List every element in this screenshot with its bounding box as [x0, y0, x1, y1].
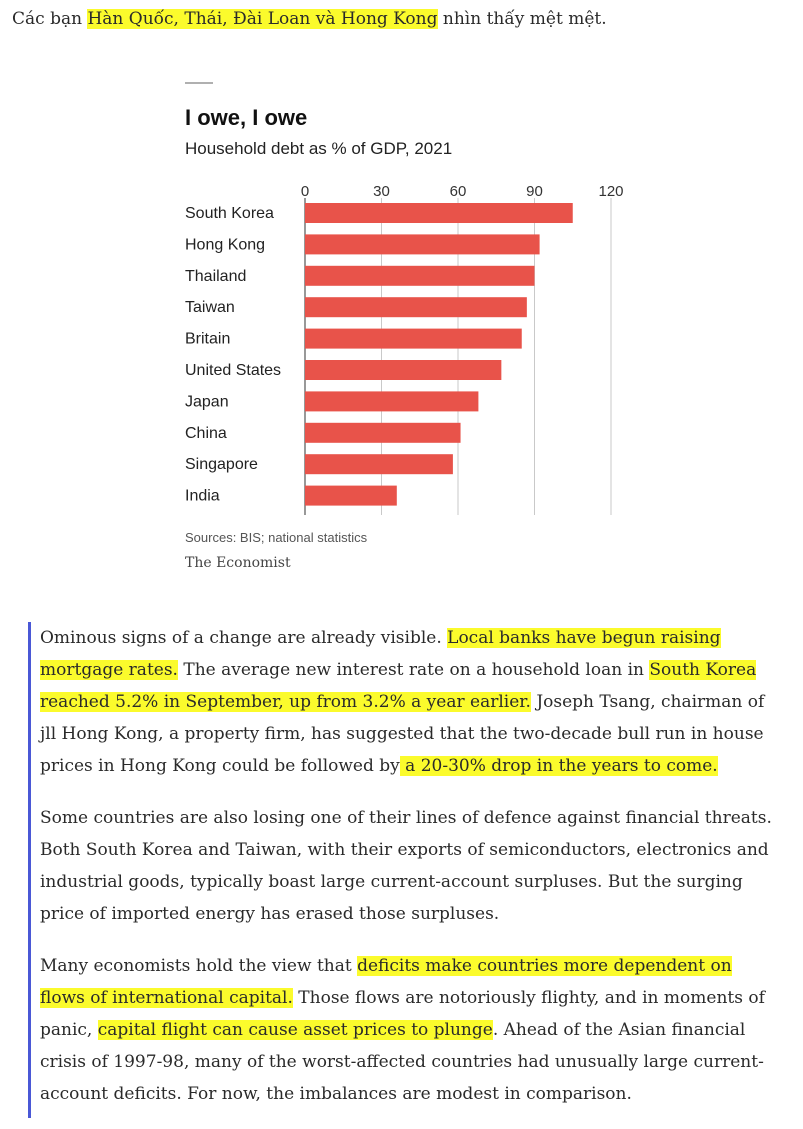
category-label: South Korea — [185, 205, 274, 222]
text-segment: Some countries are also losing one of their lines of defence against financial threats. Both South Korea and Taiwan, with their exports of semiconductors, electronics and industrial goods, typically boast large current-account surpluses. But the surging price of imported energy has erased those surpluses. — [40, 808, 772, 924]
highlighted-text: Local banks have begun raising mortgage rates. — [40, 628, 721, 680]
article-paragraph — [40, 622, 775, 782]
chart-figure — [185, 72, 655, 577]
category-label: United States — [185, 362, 282, 379]
article-paragraph — [40, 950, 775, 1110]
x-tick-label: 90 — [526, 183, 543, 200]
category-label: Singapore — [185, 456, 258, 474]
chart-brand: The Economist — [185, 555, 291, 571]
highlighted-text: deficits make countries more dependent on flows of international capital. — [40, 956, 732, 1008]
intro-line — [12, 6, 792, 32]
x-tick-label: 0 — [300, 183, 310, 200]
text-segment: . Ahead of the Asian financial crisis of 1997-98, many of the worst-affected countries had unusually large current-account deficits. For now, the imbalances are modest in comparison. — [40, 1020, 764, 1104]
chart-title: I owe, I owe — [185, 105, 308, 130]
bar-chart — [185, 72, 655, 577]
intro-highlight: Hàn Quốc, Thái, Đài Loan và Hong Kong — [87, 9, 438, 29]
bar-japan — [305, 391, 478, 411]
bar-britain — [305, 329, 522, 349]
intro-after: nhìn thấy mệt mệt. — [437, 9, 607, 29]
highlighted-text: a 20-30% drop in the years to come. — [399, 756, 718, 776]
text-segment: Many economists hold the view that — [40, 956, 358, 976]
text-segment: Ominous signs of a change are already visible. — [40, 628, 448, 648]
intro-before: Các bạn — [12, 9, 88, 29]
bar-india — [305, 486, 397, 506]
category-label: India — [185, 487, 220, 505]
text-segment: Those flows are notoriously flighty, and in moments of panic, — [40, 988, 765, 1040]
x-tick-label: 60 — [449, 183, 467, 200]
highlighted-text: South Korea reached 5.2% in September, up from 3.2% a year earlier. — [40, 660, 757, 712]
bar-thailand — [305, 266, 535, 286]
x-tick-label: 120 — [598, 183, 624, 200]
category-label: Hong Kong — [185, 236, 266, 254]
highlighted-text: capital flight can cause asset prices to plunge — [97, 1020, 493, 1040]
x-tick-label: 30 — [373, 183, 390, 200]
article-paragraph — [40, 802, 775, 930]
chart-source: Sources: BIS; national statistics — [185, 530, 368, 545]
category-label: China — [185, 424, 227, 442]
title-rule — [185, 82, 213, 84]
bar-taiwan — [305, 297, 527, 317]
category-label: Britain — [185, 330, 231, 348]
category-label: Thailand — [185, 267, 247, 285]
category-label: Taiwan — [185, 299, 235, 317]
bar-hong-kong — [305, 234, 540, 254]
bar-united-states — [305, 360, 501, 380]
chart-subtitle: Household debt as % of GDP, 2021 — [185, 139, 453, 158]
bar-south-korea — [305, 203, 573, 223]
bar-china — [305, 423, 461, 443]
text-segment: The average new interest rate on a household loan in — [177, 660, 650, 680]
category-label: Japan — [185, 393, 229, 411]
bar-singapore — [305, 454, 453, 474]
article-quote — [28, 622, 791, 1118]
text-segment: Joseph Tsang, chairman of jll Hong Kong, a property firm, has suggested that the two-decade bull run in house prices in Hong Kong could be followed by — [40, 692, 765, 776]
